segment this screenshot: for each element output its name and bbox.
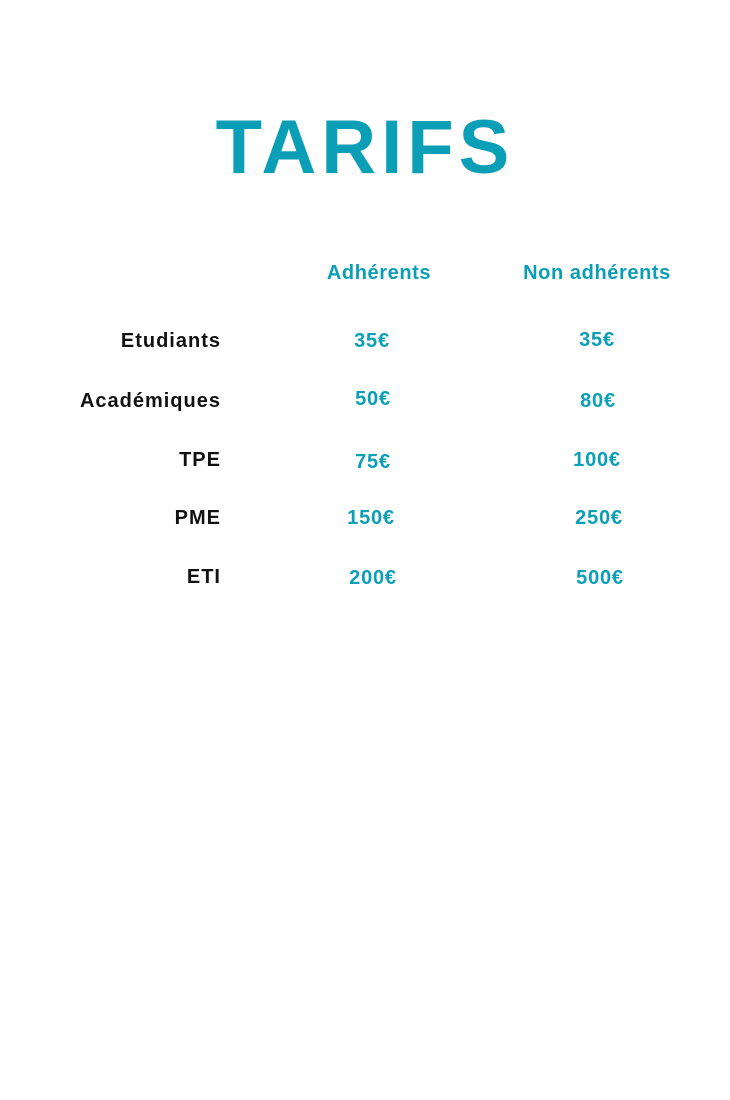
price-non-members-tpe: 100€ — [573, 449, 621, 471]
price-members-academiques: 50€ — [355, 388, 391, 410]
column-header-non-members: Non adhérents — [523, 262, 671, 284]
row-label-eti: ETI — [186, 566, 221, 588]
price-members-etudiants: 35€ — [354, 330, 390, 352]
row-label-pme: PME — [174, 507, 221, 529]
price-members-pme: 150€ — [347, 507, 395, 529]
row-label-tpe: TPE — [179, 449, 221, 471]
price-members-eti: 200€ — [349, 567, 397, 589]
row-label-etudiants: Etudiants — [120, 330, 221, 352]
page-title: TARIFS — [215, 105, 515, 190]
price-non-members-academiques: 80€ — [580, 390, 616, 412]
price-non-members-eti: 500€ — [576, 567, 624, 589]
column-header-members: Adhérents — [326, 262, 432, 284]
price-non-members-etudiants: 35€ — [579, 329, 615, 351]
price-non-members-pme: 250€ — [575, 507, 623, 529]
row-label-academiques: Académiques — [79, 390, 221, 412]
price-members-tpe: 75€ — [355, 451, 391, 473]
